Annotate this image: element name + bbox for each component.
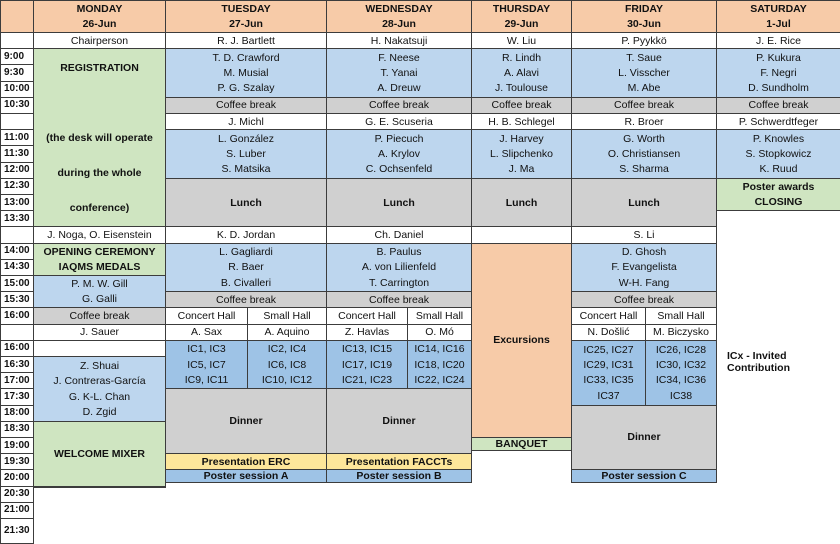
cell-line: J. Toulouse — [495, 82, 548, 95]
schedule-cell-w-liu: W. Liu — [471, 32, 572, 49]
cell-line: IC10, IC12 — [261, 373, 313, 386]
schedule-cell-poster-session-b: Poster session B — [326, 469, 472, 483]
schedule-cell-r-j-bartlett: R. J. Bartlett — [165, 32, 327, 49]
schedule-cell-presentation-faccts: Presentation FACCTs — [326, 453, 472, 470]
time-label: 16:00 — [0, 340, 34, 357]
cell-line: IC33, IC35 — [583, 374, 634, 387]
cell-line: P. G. Szalay — [217, 82, 275, 95]
schedule-cell-j-sauer: J. Sauer — [33, 324, 166, 341]
cell-line: J. Ma — [508, 163, 535, 176]
schedule-cell-empty — [0, 32, 34, 49]
cell-line: A. Alavi — [503, 66, 540, 79]
cell-line: IC6, IC8 — [267, 358, 307, 371]
schedule-cell-ic1-ic3 — [165, 340, 248, 390]
time-label: 13:00 — [0, 194, 34, 211]
schedule-cell-h-nakatsuji: H. Nakatsuji — [326, 32, 472, 49]
cell-line: D. Sundholm — [748, 82, 809, 95]
schedule-cell-p-pyykk: P. Pyykkö — [571, 32, 717, 49]
cell-line: R. Baer — [228, 261, 264, 274]
time-label: 12:30 — [0, 178, 34, 195]
cell-line: conference) — [69, 201, 130, 214]
cell-line: IC17, IC19 — [341, 358, 393, 371]
schedule-cell-lunch: Lunch — [326, 178, 472, 228]
time-label: 9:00 — [0, 48, 34, 65]
schedule-cell-o-m: O. Mó — [407, 324, 472, 341]
schedule-cell-g-e-scuseria: G. E. Scuseria — [326, 113, 472, 130]
schedule-cell-poster-awards — [716, 178, 840, 211]
cell-line: IC26, IC28 — [655, 343, 707, 356]
cell-line: IC30, IC32 — [655, 358, 707, 371]
cell-line: S. Sharma — [619, 163, 669, 176]
schedule-cell-j-noga-o-eisenstein: J. Noga, O. Eisenstein — [33, 226, 166, 243]
time-label: 19:00 — [0, 437, 34, 454]
schedule-cell-empty — [471, 226, 572, 243]
schedule-cell-b-paulus — [326, 243, 472, 293]
schedule-cell-poster-session-c: Poster session C — [571, 469, 717, 483]
schedule-cell-z-havlas: Z. Havlas — [326, 324, 408, 341]
time-label: 16:00 — [0, 307, 34, 324]
cell-line: A. Krylov — [377, 147, 420, 160]
cell-line: J. Harvey — [499, 132, 544, 145]
schedule-cell-p-kukura — [716, 48, 840, 98]
schedule-cell-r-lindh — [471, 48, 572, 98]
schedule-cell-dinner: Dinner — [571, 405, 717, 471]
cell-line: IC38 — [669, 389, 693, 402]
time-label: 14:30 — [0, 259, 34, 276]
cell-line: during the whole — [57, 166, 142, 179]
schedule-cell-h-b-schlegel: H. B. Schlegel — [471, 113, 572, 130]
cell-line: CLOSING — [754, 195, 803, 208]
schedule-cell-small-hall: Small Hall — [247, 307, 327, 324]
cell-line: 1-Jul — [766, 17, 791, 30]
cell-line: IC34, IC36 — [655, 374, 707, 387]
cell-line: MONDAY — [76, 3, 123, 16]
cell-line: G. K-L. Chan — [68, 390, 131, 403]
schedule-cell-poster-session-a: Poster session A — [165, 469, 327, 483]
cell-line: L. Visscher — [618, 66, 670, 79]
cell-line: Poster awards — [742, 181, 815, 194]
cell-line: WEDNESDAY — [365, 3, 433, 16]
schedule-cell-t-d-crawford — [165, 48, 327, 98]
time-label-empty — [0, 113, 34, 130]
time-label-empty — [0, 324, 34, 341]
schedule-cell-a-sax: A. Sax — [165, 324, 248, 341]
schedule-cell-m-biczysko: M. Biczysko — [645, 324, 717, 341]
cell-line: IC22, IC24 — [414, 373, 465, 386]
schedule-cell-d-ghosh — [571, 243, 717, 293]
time-label: 10:30 — [0, 97, 34, 114]
cell-line: C. Ochsenfeld — [365, 163, 433, 176]
schedule-cell-small-hall: Small Hall — [645, 307, 717, 324]
schedule-cell-ic2-ic4 — [247, 340, 327, 390]
schedule-cell-j-e-rice: J. E. Rice — [716, 32, 840, 49]
schedule-cell-banquet: BANQUET — [471, 437, 572, 451]
day-header-tuesday — [165, 0, 327, 33]
cell-line: IC9, IC11 — [184, 373, 229, 386]
time-label: 17:00 — [0, 372, 34, 389]
cell-line: IC18, IC20 — [414, 358, 465, 371]
cell-line: P. Piecuch — [374, 132, 424, 145]
schedule-cell-coffee-break: Coffee break — [165, 291, 327, 308]
schedule-cell-coffee-break: Coffee break — [571, 291, 717, 308]
cell-line: IAQMS MEDALS — [58, 260, 141, 273]
schedule-cell-empty — [33, 486, 166, 488]
schedule-cell-coffee-break: Coffee break — [326, 291, 472, 308]
cell-line: A. Dreuw — [377, 82, 421, 95]
schedule-cell-opening-ceremony — [33, 243, 166, 276]
schedule-cell-coffee-break: Coffee break — [165, 97, 327, 114]
time-label: 14:00 — [0, 243, 34, 260]
time-label: 13:30 — [0, 210, 34, 227]
schedule-cell-p-knowles — [716, 129, 840, 179]
day-header-wednesday — [326, 0, 472, 33]
schedule-cell-p-piecuch — [326, 129, 472, 179]
cell-line: OPENING CEREMONY — [43, 245, 156, 258]
cell-line: IC29, IC31 — [583, 358, 634, 371]
time-label: 10:00 — [0, 81, 34, 98]
schedule-cell-ch-daniel: Ch. Daniel — [326, 226, 472, 243]
schedule-cell-a-aquino: A. Aquino — [247, 324, 327, 341]
schedule-cell-presentation-erc: Presentation ERC — [165, 453, 327, 470]
schedule-cell-z-shuai — [33, 356, 166, 422]
cell-line: L. Gagliardi — [219, 246, 273, 259]
cell-line: 27-Jun — [229, 17, 263, 30]
schedule-cell-l-gonz-lez — [165, 129, 327, 179]
time-label: 21:30 — [0, 518, 34, 544]
day-header-monday — [33, 0, 166, 33]
cell-line: B. Paulus — [376, 246, 422, 259]
time-label: 20:30 — [0, 486, 34, 503]
cell-line: FRIDAY — [624, 3, 664, 16]
cell-line: W-H. Fang — [618, 276, 670, 289]
day-header-friday — [571, 0, 717, 33]
schedule-cell-registration — [33, 48, 166, 227]
cell-line: T. D. Crawford — [212, 51, 280, 64]
schedule-cell-excursions: Excursions — [471, 243, 572, 438]
cell-line: D. Ghosh — [621, 246, 667, 259]
time-label: 11:30 — [0, 145, 34, 162]
cell-line: P. Kukura — [756, 51, 801, 64]
schedule-cell-coffee-break: Coffee break — [471, 97, 572, 114]
cell-line — [98, 97, 101, 109]
time-label: 12:00 — [0, 162, 34, 179]
schedule-cell-t-saue — [571, 48, 717, 98]
schedule-cell-concert-hall: Concert Hall — [165, 307, 248, 324]
cell-line: T. Saue — [626, 51, 662, 64]
cell-line: D. Zgid — [82, 406, 117, 419]
cell-line: 30-Jun — [627, 17, 661, 30]
schedule-cell-dinner: Dinner — [326, 388, 472, 454]
cell-line: IC1, IC3 — [187, 343, 226, 356]
day-header-thursday — [471, 0, 572, 33]
cell-line: M. Abe — [627, 82, 661, 95]
cell-line: THURSDAY — [492, 3, 551, 16]
cell-line: IC5, IC7 — [187, 358, 226, 371]
schedule-cell-coffee-break: Coffee break — [326, 97, 472, 114]
cell-line: IC25, IC27 — [583, 343, 634, 356]
time-label: 15:30 — [0, 291, 34, 308]
cell-line: P. M. W. Gill — [71, 278, 128, 291]
schedule-cell-lunch: Lunch — [165, 178, 327, 228]
schedule-cell-dinner: Dinner — [165, 388, 327, 454]
time-label: 21:00 — [0, 502, 34, 519]
schedule-cell-empty — [33, 340, 166, 357]
cell-line: IC14, IC16 — [414, 343, 465, 356]
schedule-cell-r-broer: R. Broer — [571, 113, 717, 130]
cell-line: IC21, IC23 — [341, 373, 393, 386]
schedule-cell-lunch: Lunch — [571, 178, 717, 228]
schedule-cell-k-d-jordan: K. D. Jordan — [165, 226, 327, 243]
cell-line: A. von Lilienfeld — [361, 261, 437, 274]
cell-line: 28-Jun — [382, 17, 416, 30]
cell-line: T. Carrington — [368, 276, 430, 289]
cell-line: L. Slipchenko — [489, 147, 554, 160]
cell-line: O. Christiansen — [607, 147, 681, 160]
time-label: 19:30 — [0, 453, 34, 470]
legend-note: ICx - Invited Contribution — [727, 350, 790, 374]
cell-line: G. Worth — [623, 132, 665, 145]
cell-line: F. Negri — [760, 66, 797, 79]
schedule-cell-lunch: Lunch — [471, 178, 572, 228]
schedule-cell-g-worth — [571, 129, 717, 179]
day-header-saturday — [716, 0, 840, 33]
cell-line: M. Musial — [223, 66, 269, 79]
cell-line: J. Contreras-García — [53, 375, 146, 388]
schedule-cell-s-li: S. Li — [571, 226, 717, 243]
schedule-cell-ic13-ic15 — [326, 340, 408, 390]
cell-line: B. Civalleri — [220, 276, 272, 289]
cell-line: TUESDAY — [221, 3, 271, 16]
schedule-cell-n-do-li: N. Došlić — [571, 324, 646, 341]
schedule-cell-ic25-ic27 — [571, 340, 646, 406]
schedule-cell-concert-hall: Concert Hall — [571, 307, 646, 324]
time-label: 16:30 — [0, 356, 34, 373]
cell-line: F. Evangelista — [611, 261, 677, 274]
schedule-cell-j-harvey — [471, 129, 572, 179]
cell-line: (the desk will operate — [46, 131, 153, 144]
cell-line: S. Stopkowicz — [745, 147, 812, 160]
cell-line: S. Matsika — [221, 163, 271, 176]
cell-line: K. Ruud — [759, 163, 798, 176]
time-label: 15:00 — [0, 275, 34, 292]
cell-line: REGISTRATION — [60, 61, 139, 74]
schedule-cell-p-m-w-gill — [33, 275, 166, 308]
schedule-cell-l-gagliardi — [165, 243, 327, 293]
schedule-cell-welcome-mixer: WELCOME MIXER — [33, 421, 166, 487]
cell-line: P. Knowles — [752, 132, 805, 145]
cell-line: S. Luber — [226, 147, 266, 160]
cell-line: IC37 — [597, 389, 620, 402]
time-label: 9:30 — [0, 64, 34, 81]
cell-line: IC2, IC4 — [267, 343, 307, 356]
cell-line: SATURDAY — [750, 3, 807, 16]
cell-line: T. Yanai — [380, 66, 418, 79]
schedule-cell-f-neese — [326, 48, 472, 98]
cell-line: F. Neese — [378, 51, 420, 64]
schedule-cell-p-schwerdtfeger: P. Schwerdtfeger — [716, 113, 840, 130]
schedule-cell-ic26-ic28 — [645, 340, 717, 406]
schedule-cell-chairperson: Chairperson — [33, 32, 166, 49]
time-label: 18:30 — [0, 421, 34, 438]
schedule-cell-coffee-break: Coffee break — [33, 307, 166, 324]
schedule-cell-concert-hall: Concert Hall — [326, 307, 408, 324]
cell-line: IC13, IC15 — [341, 343, 393, 356]
cell-line: Z. Shuai — [79, 359, 120, 372]
schedule-cell-coffee-break: Coffee break — [571, 97, 717, 114]
cell-line: 26-Jun — [82, 17, 117, 30]
time-label: 20:00 — [0, 469, 34, 486]
cell-line: L. González — [217, 132, 275, 145]
cell-line: R. Lindh — [501, 51, 542, 64]
time-label-empty — [0, 226, 34, 243]
cell-line: 29-Jun — [504, 17, 539, 30]
time-label: 18:00 — [0, 405, 34, 422]
day-header — [0, 0, 34, 33]
time-label: 17:30 — [0, 388, 34, 405]
schedule-cell-coffee-break: Coffee break — [716, 97, 840, 114]
schedule-cell-small-hall: Small Hall — [407, 307, 472, 324]
cell-line: G. Galli — [81, 293, 117, 306]
schedule-cell-j-michl: J. Michl — [165, 113, 327, 130]
time-label: 11:00 — [0, 129, 34, 146]
schedule-cell-ic14-ic16 — [407, 340, 472, 390]
